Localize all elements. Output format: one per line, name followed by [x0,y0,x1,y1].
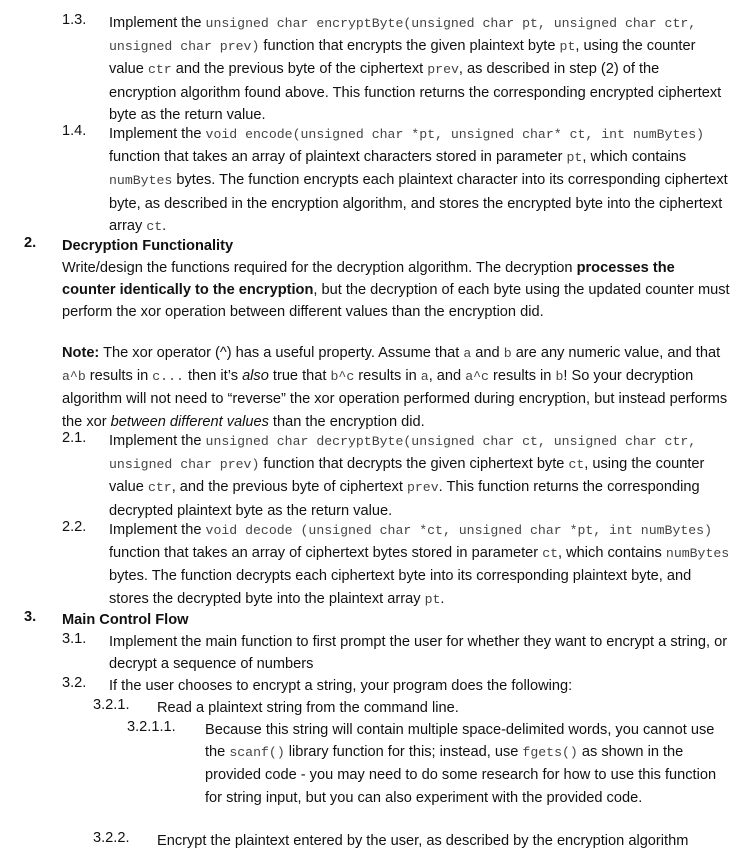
item-3-1-text: Implement the main function to first prompt the user for whether they want to encrypt a string, or decrypt a sequence of numbers [109,634,728,673]
decode-signature: void decode (unsigned char *ct, unsigned char *pt, int numBytes) [205,523,713,538]
encryptbyte-signature: unsigned char encryptByte(unsigned char pt, unsigned char ctr, unsigned char prev) [109,16,697,55]
item-2-2-number: 2.2. [62,519,87,535]
item-3-2-text: If the user chooses to encrypt a string, your program does the following: [109,678,573,694]
section-3-title: Main Control Flow [62,612,189,628]
note-label: Note: [62,345,100,361]
encode-signature: void encode(unsigned char *pt, unsigned char* ct, int numBytes) [205,127,705,142]
item-3-2-2-text: Encrypt the plaintext entered by the user, as described by the encryption algorithm [157,833,689,849]
decryptbyte-signature: unsigned char decryptByte(unsigned char ct, unsigned char ctr, unsigned char prev) [109,434,697,473]
section-2-title: Decryption Functionality [62,238,234,254]
item-2-2-text: Implement the void decode (unsigned char *ct, unsigned char *pt, int numBytes) function that takes an array of ciphertext bytes stored in parameter ct, which contains numBytes bytes. The function decrypts each ciphertext byte into its corresponding plaintext byte, and stores the decrypted byte into the plaintext array pt. [109,522,730,607]
item-3-2-1-1-number: 3.2.1.1. [127,719,176,735]
item-3-2-number: 3.2. [62,675,87,691]
item-2-1-number: 2.1. [62,430,87,446]
item-3-2-1-number: 3.2.1. [93,697,130,713]
item-3-2-1-1-text: Because this string will contain multiple space-delimited words, you cannot use the scanf() library function for this; instead, use fgets() as shown in the provided code - you may need to do some research for how to use this function for string input, but you can also experiment with the provided code. [205,722,717,806]
section-3-number: 3. [24,609,37,625]
item-1-3-number: 1.3. [62,12,87,28]
item-1-4-number: 1.4. [62,123,87,139]
item-3-2-2-number: 3.2.2. [93,830,130,846]
section-2-intro: Write/design the functions required for the decryption algorithm. The decryption processes the counter identically to the encryption, but the decryption of each byte using the updated counter must perform the xor operation between different values than the encryption did. [62,260,730,321]
item-3-2-1-text: Read a plaintext string from the command line. [157,700,459,716]
section-2-note: Note: The xor operator (^) has a useful property. Assume that a and b are any numeric value, and that a^b results in c... then it’s also true that b^c results in a, and a^c results in b! So your decryption algorithm will not need to “reverse” the xor operation performed during encryption, but instead performs the xor between different values than the encryption did. [62,345,728,430]
item-3-1-number: 3.1. [62,631,87,647]
item-1-3-text: Implement the unsigned char encryptByte(unsigned char pt, unsigned char ctr, unsigned char prev) function that encrypts the given plaintext byte pt, using the counter value ctr and the previous byte of the ciphertext prev, as described in step (2) of the encryption algorithm found above. This function returns the corresponding encrypted ciphertext byte as the return value. [109,15,722,123]
item-1-4-text: Implement the void encode(unsigned char *pt, unsigned char* ct, int numBytes) function that takes an array of plaintext characters stored in parameter pt, which contains numBytes bytes. The function encrypts each plaintext character into its corresponding ciphertext byte, as described in the encryption algorithm, and stores the encrypted byte into the ciphertext array ct. [109,126,728,234]
item-2-1-text: Implement the unsigned char decryptByte(unsigned char ct, unsigned char ctr, unsigned char prev) function that decrypts the given ciphertext byte ct, using the counter value ctr, and the previous byte of ciphertext prev. This function returns the corresponding decrypted plaintext byte as the return value. [109,433,705,519]
section-2-number: 2. [24,235,37,251]
